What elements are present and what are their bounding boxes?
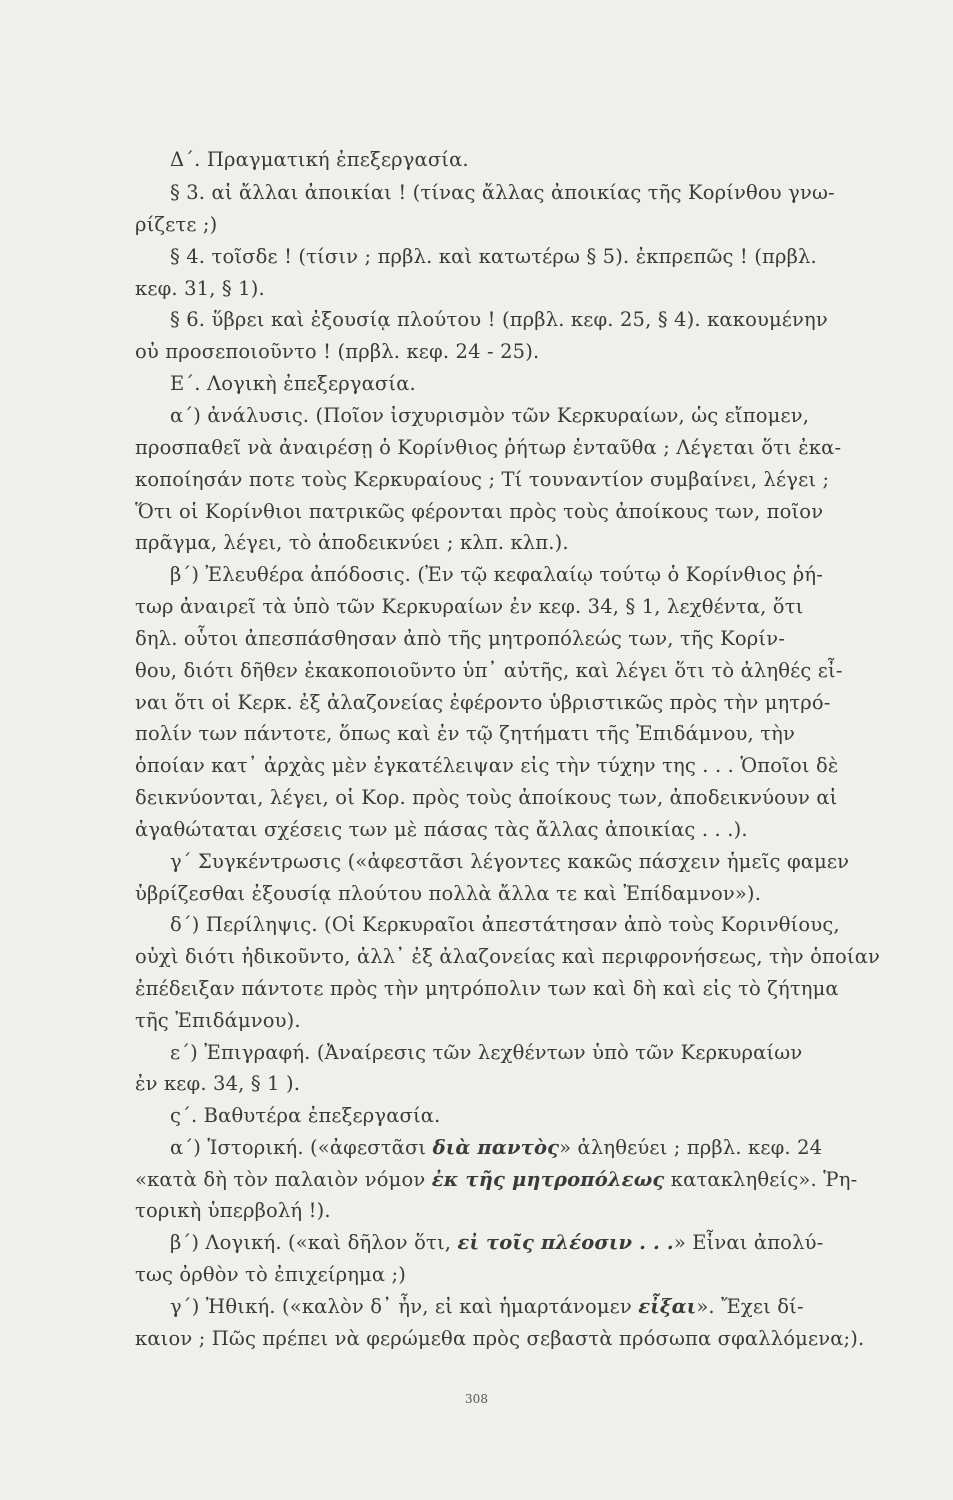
text-line: οὐχὶ διότι ἠδικοῦντο, ἀλλ᾽ ἐξ ἀλαζονείας καὶ περιφρονήσεως, τὴν ὁποίαν <box>135 945 881 968</box>
text-line: προσπαθεῖ νὰ ἀναιρέσῃ ὁ Κορίνθιος ῥήτωρ ἐνταῦθα ; Λέγεται ὅτι ἐκα- <box>135 436 842 459</box>
text-line: γ΄) Ἠθική. («καλὸν δ᾽ ἦν, εἰ καὶ ἡμαρτάνομεν εἶξαι». Ἔχει δί- <box>170 1295 804 1318</box>
text-line: ρίζετε ;) <box>135 213 218 236</box>
text-line: β΄) Λογική. («καὶ δῆλον ὅτι, εἰ τοῖς πλέοσιν . . .» Εἶναι ἀπολύ- <box>170 1231 824 1254</box>
text-line: «κατὰ δὴ τὸν παλαιὸν νόμον ἐκ τῆς μητροπόλεως κατακληθείς». Ῥη- <box>135 1168 858 1191</box>
bold-phrase: εἶξαι <box>638 1295 697 1318</box>
text-line: Δ΄. Πραγματική ἐπεξεργασία. <box>170 148 469 171</box>
text-line: ἀγαθώταται σχέσεις των μὲ πάσας τὰς ἄλλας ἀποικίας . . .). <box>135 818 748 841</box>
bold-phrase: διὰ παντὸς <box>432 1136 560 1159</box>
text-line: ναι ὅτι οἱ Κερκ. ἐξ ἀλαζονείας ἐφέροντο ὑβριστικῶς πρὸς τὴν μητρό- <box>135 691 831 714</box>
text-line: τορικὴ ὑπερβολή !). <box>135 1199 331 1222</box>
bold-phrase: εἰ τοῖς πλέοσιν . . . <box>457 1231 674 1254</box>
section-heading: ς΄. Βαθυτέρα ἐπεξεργασία. <box>170 1104 441 1127</box>
text-line: Ὅτι οἱ Κορίνθιοι πατρικῶς φέρονται πρὸς τοὺς ἀποίκους των, ποῖον <box>135 500 824 523</box>
bold-phrase: ἐκ τῆς μητροπόλεως <box>431 1168 665 1191</box>
text-line: πολίν των πάντοτε, ὅπως καὶ ἐν τῷ ζητήματι τῆς Ἐπιδάμνου, τὴν <box>135 722 795 745</box>
text-line: ἐν κεφ. 34, § 1 ). <box>135 1072 301 1095</box>
section-heading: Ε΄. Λογικὴ ἐπεξεργασία. <box>170 372 416 395</box>
text-line: α΄) Ἱστορική. («ἀφεστᾶσι διὰ παντὸς» ἀληθεύει ; πρβλ. κεφ. 24 <box>170 1136 823 1159</box>
text-line: κεφ. 31, § 1). <box>135 277 265 300</box>
text-line: τωρ ἀναιρεῖ τὰ ὑπὸ τῶν Κερκυραίων ἐν κεφ. 34, § 1, λεχθέντα, ὅτι <box>135 595 804 618</box>
text-line: ὁποίαν κατ᾽ ἀρχὰς μὲν ἐγκατέλειψαν εἰς τὴν τύχην της . . . Ὁποῖοι δὲ <box>135 754 839 777</box>
text-line: α΄) ἀνάλυσις. (Ποῖον ἰσχυρισμὸν τῶν Κερκυραίων, ὡς εἴπομεν, <box>170 404 810 427</box>
text-line: ὑβρίζεσθαι ἐξουσίᾳ πλούτου πολλὰ ἄλλα τε καὶ Ἐπίδαμνον»). <box>135 882 762 905</box>
text-line: κοποίησάν ποτε τοὺς Κερκυραίους ; Τί τουναντίον συμβαίνει, λέγει ; <box>135 468 830 491</box>
text-line: τως ὀρθὸν τὸ ἐπιχείρημα ;) <box>135 1263 407 1286</box>
text-line: δηλ. οὗτοι ἀπεσπάσθησαν ἀπὸ τῆς μητροπόλεώς των, τῆς Κορίν- <box>135 627 785 650</box>
text-line: οὐ προσεποιοῦντο ! (πρβλ. κεφ. 24 - 25). <box>135 340 540 363</box>
text-line: καιον ; Πῶς πρέπει νὰ φερώμεθα πρὸς σεβαστὰ πρόσωπα σφαλλόμενα;). <box>135 1327 865 1350</box>
text-line: τῆς Ἐπιδάμνου). <box>135 1009 301 1032</box>
text-line: § 3. αἱ ἄλλαι ἀποικίαι ! (τίνας ἄλλας ἀποικίας τῆς Κορίνθου γνω- <box>170 181 835 204</box>
text-line: θου, διότι δῆθεν ἐκακοποιοῦντο ὑπ᾽ αὐτῆς, καὶ λέγει ὅτι τὸ ἀληθές εἶ- <box>135 659 843 682</box>
text-line: β΄) Ἐλευθέρα ἀπόδοσις. (Ἐν τῷ κεφαλαίῳ τούτῳ ὁ Κορίνθιος ῥή- <box>170 563 823 586</box>
text-line: § 4. τοῖσδε ! (τίσιν ; πρβλ. καὶ κατωτέρω § 5). ἐκπρεπῶς ! (πρβλ. <box>170 245 817 268</box>
text-line: πρᾶγμα, λέγει, τὸ ἀποδεικνύει ; κλπ. κλπ.). <box>135 531 569 554</box>
text-line: ἐπέδειξαν πάντοτε πρὸς τὴν μητρόπολιν των καὶ δὴ καὶ εἰς τὸ ζήτημα <box>135 977 839 1000</box>
text-line: γ΄ Συγκέντρωσις («ἀφεστᾶσι λέγοντες κακῶς πάσχειν ἡμεῖς φαμεν <box>170 850 850 873</box>
text-line: δεικνύονται, λέγει, οἱ Κορ. πρὸς τοὺς ἀποίκους των, ἀποδεικνύουν αἱ <box>135 786 838 809</box>
text-line: δ΄) Περίληψις. (Οἱ Κερκυραῖοι ἀπεστάτησαν ἀπὸ τοὺς Κορινθίους, <box>170 913 840 936</box>
text-line: ε΄) Ἐπιγραφή. (Ἀναίρεσις τῶν λεχθέντων ὑπὸ τῶν Κερκυραίων <box>170 1041 803 1064</box>
page-number: 308 <box>465 1392 488 1406</box>
text-line: § 6. ὕβρει καὶ ἐξουσίᾳ πλούτου ! (πρβλ. κεφ. 25, § 4). κακουμένην <box>170 308 828 331</box>
